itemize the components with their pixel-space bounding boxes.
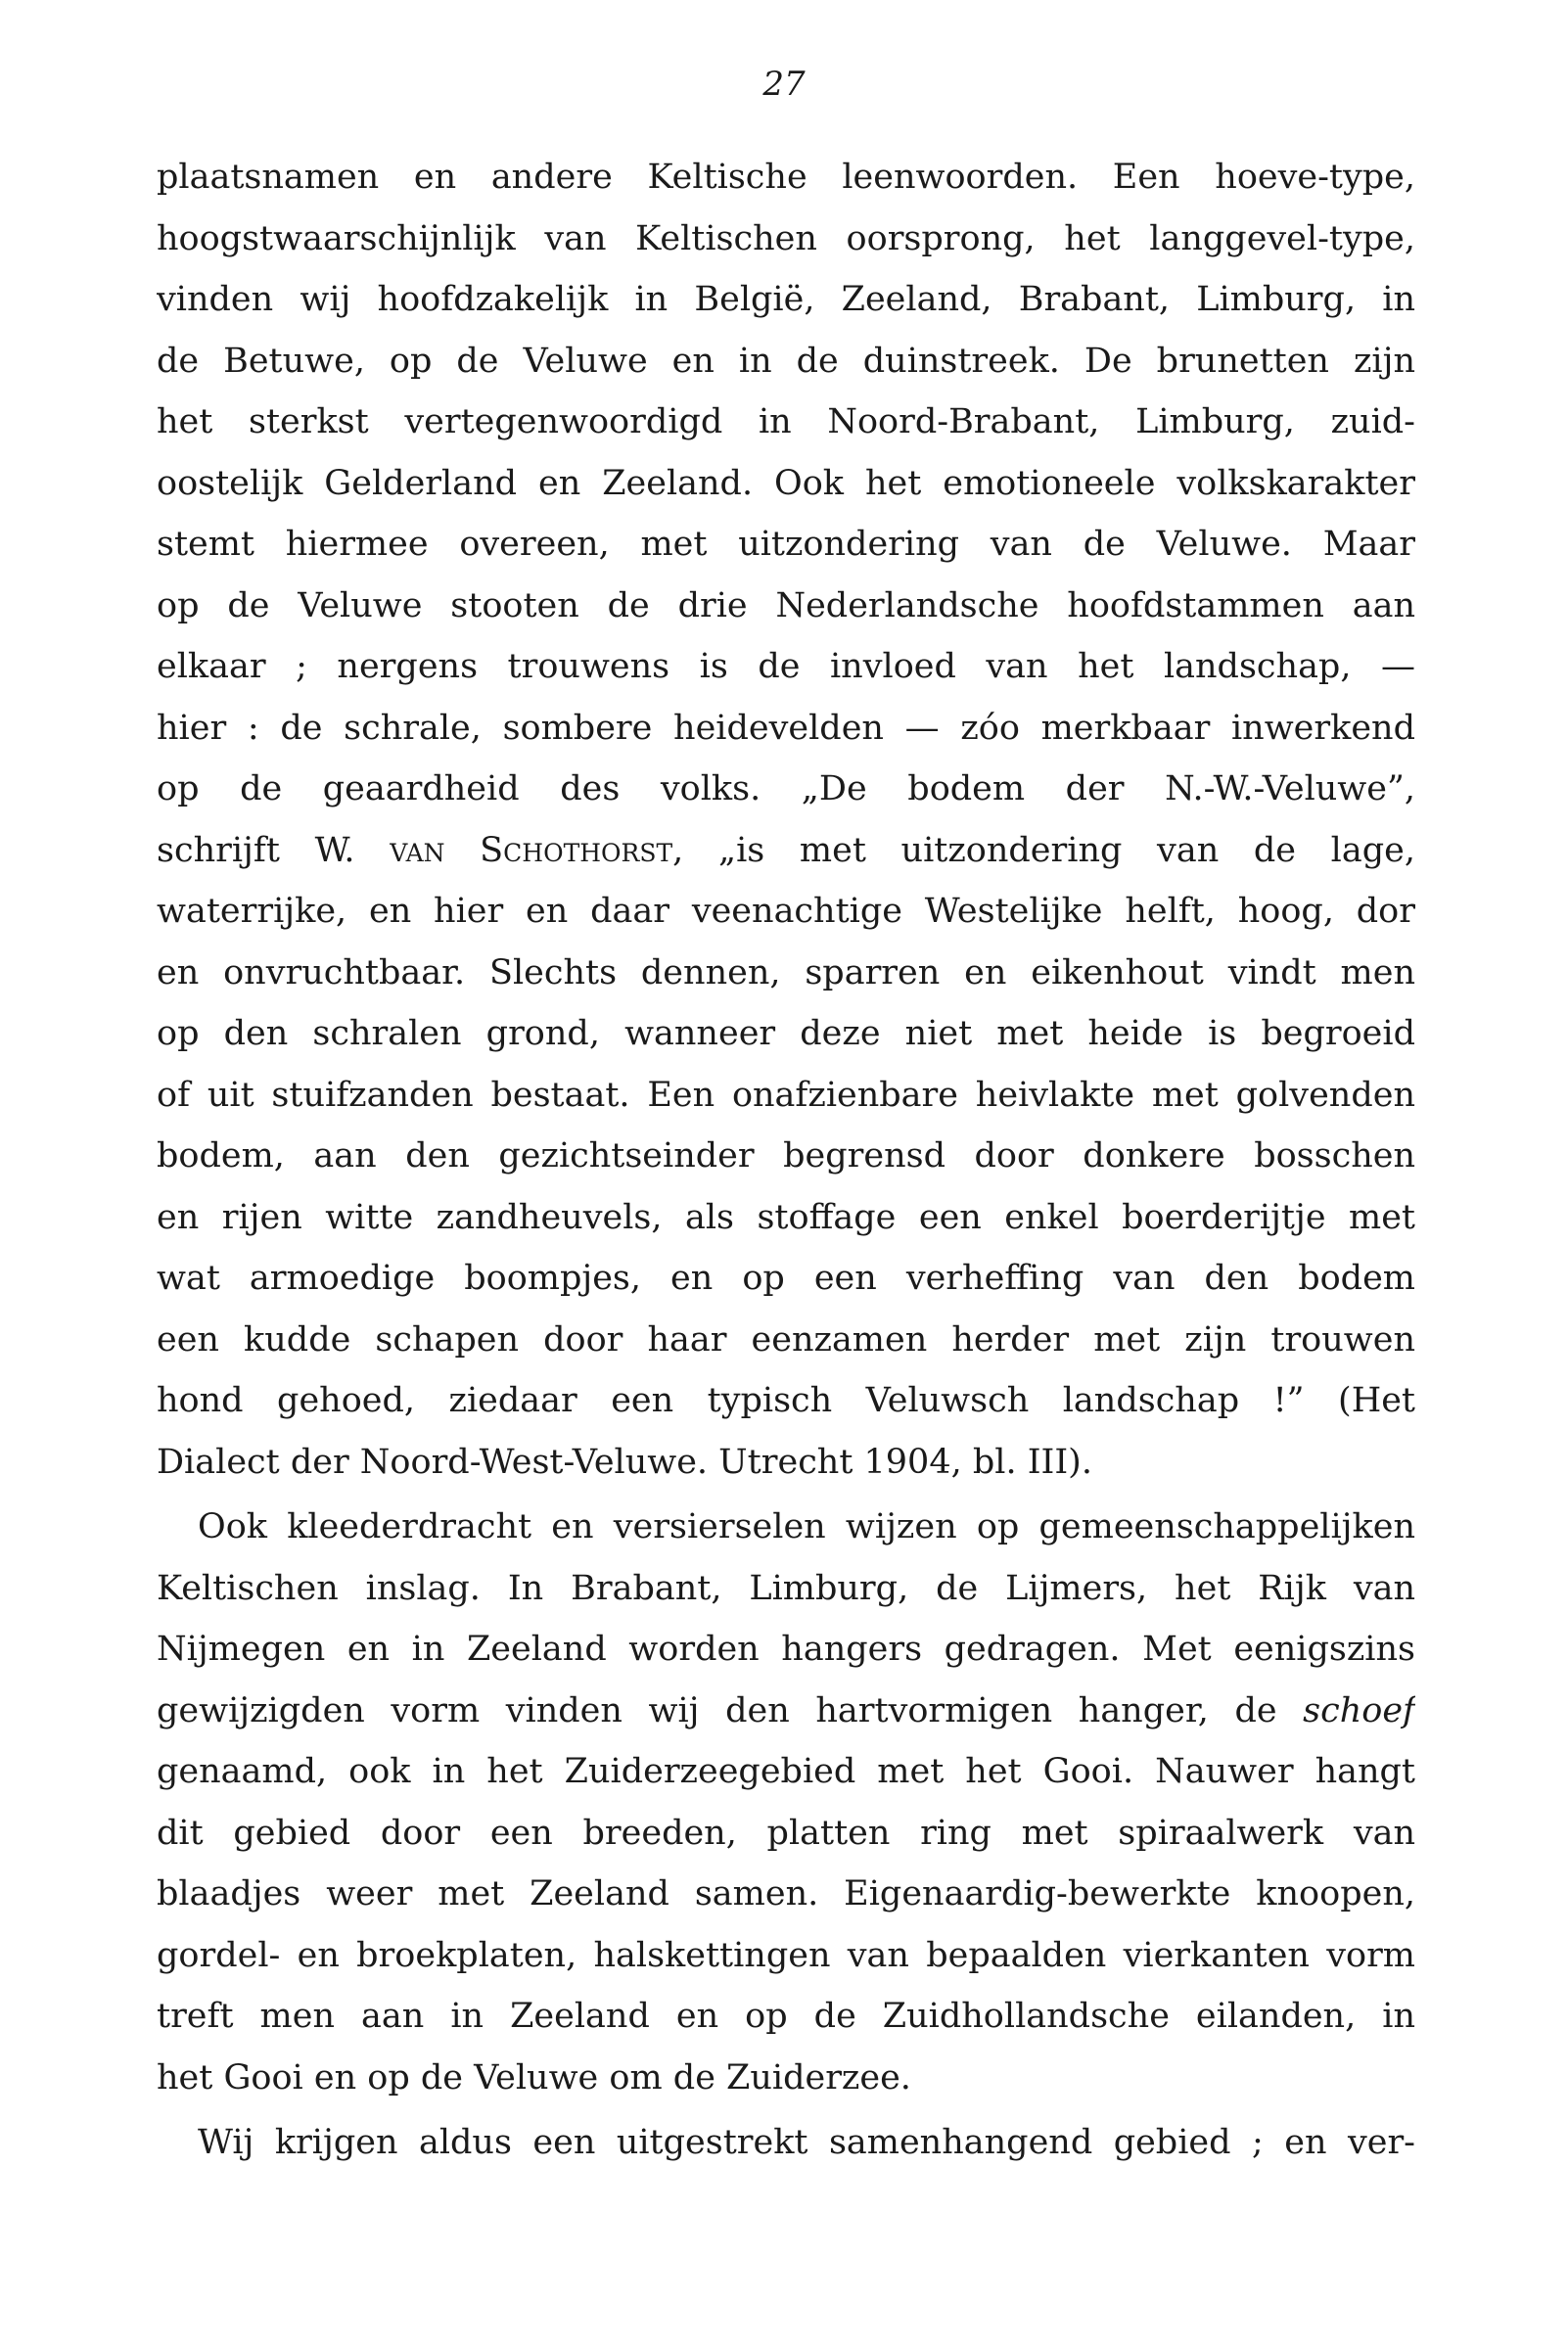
text-line: Dialect der Noord-West-Veluwe. Utrecht 1904, bl. III).	[157, 1442, 1092, 1482]
text-line: oostelijk Gelderland en Zeeland. Ook het emotioneele volkskarakter	[157, 463, 1415, 503]
body-text	[157, 147, 1415, 2174]
text-line: en onvruchtbaar. Slechts dennen, sparren en eikenhout vindt men	[157, 952, 1415, 992]
text-line: treft men aan in Zeeland en op de Zuidhollandsche eilanden, in	[157, 1997, 1415, 2036]
text-line: wat armoedige boompjes, en op een verheffing van den bodem	[157, 1259, 1415, 1298]
text-line	[157, 1681, 1415, 1742]
text-line: en rijen witte zandheuvels, als stoffage een enkel boerderijtje met	[157, 1197, 1415, 1237]
text-line: hond gehoed, ziedaar een typisch Veluwsch landschap !” (Het	[157, 1381, 1415, 1420]
paragraph-3	[157, 2112, 1415, 2174]
text-line: genaamd, ook in het Zuiderzeegebied met het Gooi. Nauwer hangt	[157, 1752, 1415, 1791]
text-line: bodem, aan den gezichtseinder begrensd door donkere bosschen	[157, 1136, 1415, 1176]
text-line: op den schralen grond, wanneer deze niet met heide is begroeid	[157, 1014, 1415, 1053]
text-line: vinden wij hoofdzakelijk in België, Zeeland, Brabant, Limburg, in	[157, 280, 1415, 319]
text-line: Keltischen inslag. In Brabant, Limburg, de Lijmers, het Rijk van	[157, 1568, 1415, 1608]
text-line	[157, 820, 1415, 882]
text-line: gordel- en broekplaten, halskettingen van bepaalden vierkanten vorm	[157, 1935, 1415, 1975]
text-segment: gewijzigden vorm vinden wij den hartvormigen hanger, de	[157, 1690, 1304, 1730]
paragraph-1	[157, 147, 1415, 1493]
text-line: plaatsnamen en andere Keltische leenwoorden. Een hoeve-type,	[157, 158, 1415, 197]
text-line: Ook kleederdracht en versierselen wijzen op gemeenschappelijken	[198, 1507, 1415, 1546]
text-line: waterrijke, en hier en daar veenachtige Westelijke helft, hoog, dor	[157, 892, 1415, 931]
text-line: Nijmegen en in Zeeland worden hangers gedragen. Met eenigszins	[157, 1630, 1415, 1669]
text-segment: schrijft W.	[157, 830, 391, 870]
text-line: hier : de schrale, sombere heidevelden — zóo merkbaar inwerkend	[157, 708, 1415, 748]
italic-term: schoef	[1303, 1690, 1415, 1730]
text-line: het Gooi en op de Veluwe om de Zuiderzee.	[157, 2057, 911, 2097]
text-line: de Betuwe, op de Veluwe en in de duinstreek. De brunetten zijn	[157, 341, 1415, 381]
text-line: elkaar ; nergens trouwens is de invloed van het landschap, —	[157, 647, 1415, 686]
text-line: op de geaardheid des volks. „De bodem der N.-W.-Veluwe”,	[157, 769, 1415, 808]
text-line: blaadjes weer met Zeeland samen. Eigenaardig-bewerkte knoopen,	[157, 1874, 1415, 1913]
text-line: stemt hiermee overeen, met uitzondering van de Veluwe. Maar	[157, 525, 1415, 564]
text-line: een kudde schapen door haar eenzamen herder met zijn trouwen	[157, 1319, 1415, 1360]
text-segment: , „is met uitzondering van de lage,	[672, 830, 1415, 870]
page-number: 27	[762, 65, 806, 104]
author-name: van Schothorst	[390, 830, 673, 870]
text-line: op de Veluwe stooten de drie Nederlandsche hoofdstammen aan	[157, 585, 1415, 625]
paragraph-2	[157, 1497, 1415, 2108]
text-line: of uit stuifzanden bestaat. Een onafzienbare heivlakte met golvenden	[157, 1075, 1415, 1115]
text-line: het sterkst vertegenwoordigd in Noord-Brabant, Limburg, zuid-	[157, 402, 1415, 441]
text-line: hoogstwaarschijnlijk van Keltischen oorsprong, het langgevel-type,	[157, 218, 1415, 258]
text-line: dit gebied door een breeden, platten ring met spiraalwerk van	[157, 1813, 1415, 1853]
text-line: Wij krijgen aldus een uitgestrekt samenhangend gebied ; en ver-	[198, 2123, 1415, 2162]
